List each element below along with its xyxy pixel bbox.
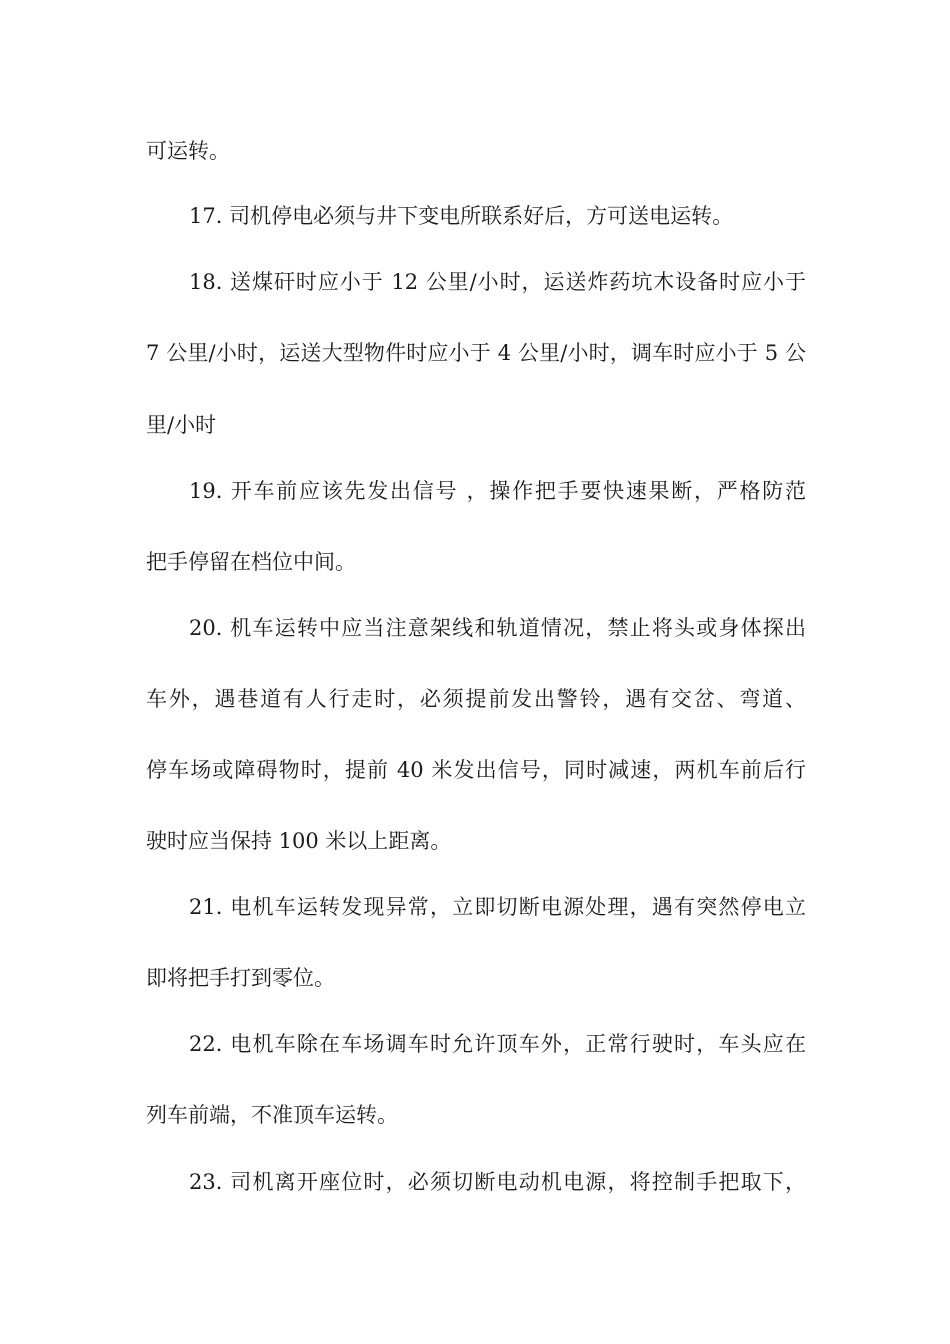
text-line-item-21: 21. 电机车运转发现异常，立即切断电源处理，遇有突然停电立 <box>189 895 806 919</box>
text-line-item-23: 23. 司机离开座位时，必须切断电动机电源，将控制手把取下， <box>189 1170 806 1194</box>
text-line-item-20: 20. 机车运转中应当注意架线和轨道情况，禁止将头或身体探出 <box>189 616 806 640</box>
text-line-item-18: 18. 送煤矸时应小于 12 公里/小时，运送炸药坑木设备时应小于 <box>189 270 806 294</box>
text-line-continuation-16: 可运转。 <box>146 139 230 163</box>
text-line-item-17: 17. 司机停电必须与井下变电所联系好后，方可送电运转。 <box>189 204 734 228</box>
text-line-item-20-cont-1: 车外，遇巷道有人行走时，必须提前发出警铃，遇有交岔、弯道、 <box>146 687 806 711</box>
text-line-item-20-cont-2: 停车场或障碍物时，提前 40 米发出信号，同时减速，两机车前后行 <box>146 758 806 782</box>
text-line-item-19: 19. 开车前应该先发出信号 ，操作把手要快速果断，严格防范 <box>189 479 806 503</box>
text-line-item-21-cont: 即将把手打到零位。 <box>146 966 335 990</box>
text-line-item-22: 22. 电机车除在车场调车时允许顶车外，正常行驶时，车头应在 <box>189 1032 806 1056</box>
text-line-item-18-cont-1: 7 公里/小时，运送大型物件时应小于 4 公里/小时，调车时应小于 5 公 <box>146 341 806 365</box>
text-line-item-20-cont-3: 驶时应当保持 100 米以上距离。 <box>146 829 452 853</box>
text-line-item-19-cont: 把手停留在档位中间。 <box>146 550 356 574</box>
text-line-item-22-cont: 列车前端，不准顶车运转。 <box>146 1103 398 1127</box>
text-line-item-18-cont-2: 里/小时 <box>146 413 217 437</box>
